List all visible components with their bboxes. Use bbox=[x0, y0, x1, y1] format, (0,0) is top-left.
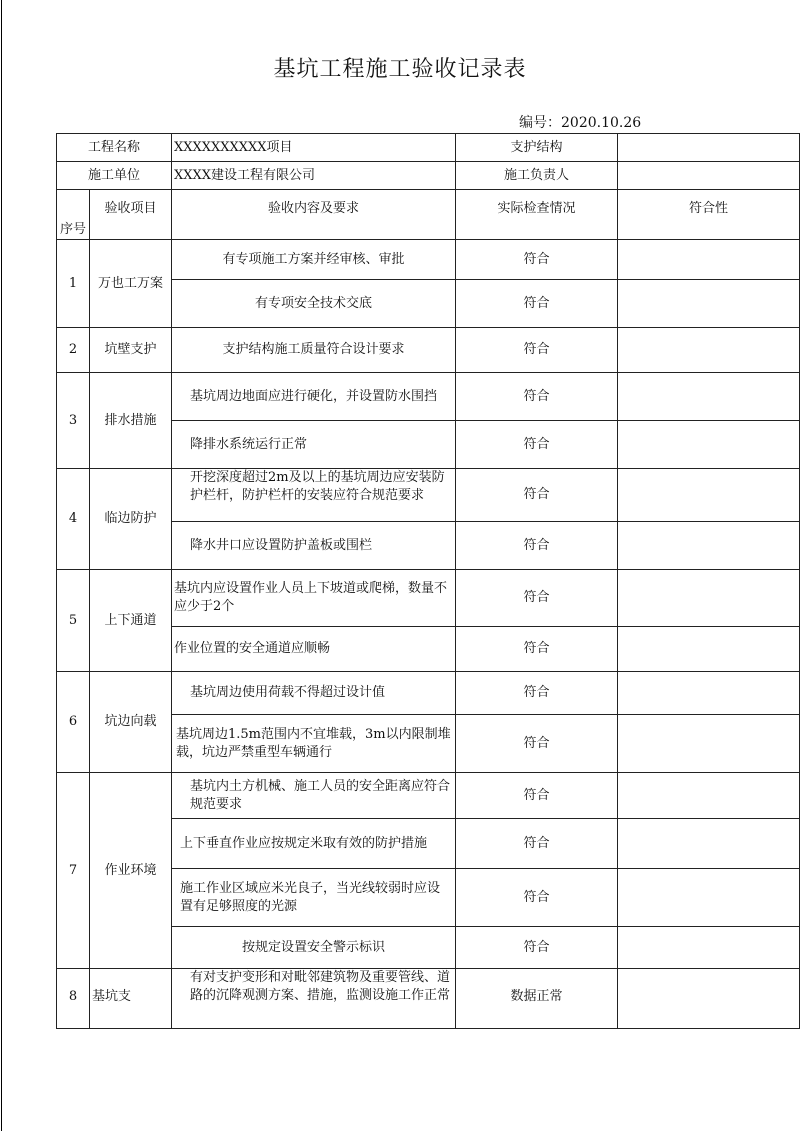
row-conformity bbox=[618, 969, 800, 1029]
row-actual: 符合 bbox=[456, 240, 618, 280]
header-actual: 实际检查情况 bbox=[456, 190, 618, 240]
row-conformity bbox=[618, 373, 800, 421]
row-seq: 1 bbox=[57, 240, 90, 328]
table-row bbox=[57, 672, 800, 715]
project-name-label: 工程名称 bbox=[57, 134, 172, 162]
row-actual: 符合 bbox=[456, 328, 618, 373]
table-row bbox=[57, 240, 800, 280]
row-actual: 符合 bbox=[456, 773, 618, 819]
row-conformity bbox=[618, 421, 800, 469]
document-number: 编号：2020.10.26 bbox=[519, 115, 642, 131]
table-row bbox=[57, 773, 800, 819]
header-content: 验收内容及要求 bbox=[172, 190, 456, 240]
row-seq: 3 bbox=[57, 373, 90, 469]
table-row bbox=[57, 570, 800, 627]
row-conformity bbox=[618, 522, 800, 570]
row-conformity bbox=[618, 280, 800, 328]
row-actual: 符合 bbox=[456, 927, 618, 969]
info-row-unit bbox=[57, 162, 800, 190]
row-item: 基坑支 bbox=[90, 969, 172, 1029]
row-content: 降水井口应设置防护盖板或围栏 bbox=[172, 522, 456, 570]
row-content bbox=[172, 469, 456, 522]
row-item: 上下通道 bbox=[90, 570, 172, 672]
row-item: 万也工万案 bbox=[90, 240, 172, 328]
project-name-value: XXXXXXXXXX项目 bbox=[172, 134, 456, 162]
row-seq: 2 bbox=[57, 328, 90, 373]
row-item: 排水措施 bbox=[90, 373, 172, 469]
row-content: 基坑周边使用荷载不得超过设计值 bbox=[172, 672, 456, 715]
row-seq: 8 bbox=[57, 969, 90, 1029]
row-actual: 符合 bbox=[456, 869, 618, 927]
row-conformity bbox=[618, 672, 800, 715]
table-row bbox=[57, 373, 800, 421]
row-conformity bbox=[618, 240, 800, 280]
info-row-project bbox=[57, 134, 800, 162]
page-title: 基坑工程施工验收记录表 bbox=[273, 57, 527, 82]
row-content: 支护结构施工质量符合设计要求 bbox=[172, 328, 456, 373]
header-seq: 序号 bbox=[57, 190, 90, 240]
row-conformity bbox=[618, 627, 800, 672]
row-item: 作业环境 bbox=[90, 773, 172, 969]
row-content: 作业位置的安全通道应顺畅 bbox=[172, 627, 456, 672]
row-conformity bbox=[618, 570, 800, 627]
row-seq: 6 bbox=[57, 672, 90, 773]
row-actual: 符合 bbox=[456, 570, 618, 627]
support-structure-label: 支护结构 bbox=[456, 134, 618, 162]
row-actual: 符合 bbox=[456, 819, 618, 869]
row-actual: 符合 bbox=[456, 421, 618, 469]
construction-unit-value: XXXX建设工程有限公司 bbox=[172, 162, 456, 190]
row-content: 基坑周边地面应进行硬化，并设置防水围挡 bbox=[172, 373, 456, 421]
row-content: 施工作业区域应米光良子，当光线较弱时应设置有足够照度的光源 bbox=[172, 869, 456, 927]
row-content-text: 开挖深度超过2m及以上的基坑周边应安装防护栏杆，防护栏杆的安装应符合规范要求 bbox=[190, 470, 445, 503]
acceptance-table bbox=[56, 133, 800, 1029]
row-conformity bbox=[618, 927, 800, 969]
row-actual: 符合 bbox=[456, 715, 618, 773]
row-conformity bbox=[618, 869, 800, 927]
row-seq: 7 bbox=[57, 773, 90, 969]
row-actual: 符合 bbox=[456, 280, 618, 328]
header-row bbox=[57, 190, 800, 240]
row-seq: 5 bbox=[57, 570, 90, 672]
header-item: 验收项目 bbox=[90, 190, 172, 240]
row-conformity bbox=[618, 328, 800, 373]
page-left-border bbox=[1, 0, 2, 1131]
row-conformity bbox=[618, 773, 800, 819]
row-content: 按规定设置安全警示标识 bbox=[172, 927, 456, 969]
row-conformity bbox=[618, 715, 800, 773]
row-content: 基坑周边1.5m范围内不宜堆载，3m以内限制堆载，坑边严禁重型车辆通行 bbox=[172, 715, 456, 773]
row-seq: 4 bbox=[57, 469, 90, 570]
row-content: 基坑内应设置作业人员上下坡道或爬梯，数量不应少于2个 bbox=[172, 570, 456, 627]
table-row bbox=[57, 969, 800, 1029]
table-row bbox=[57, 328, 800, 373]
row-conformity bbox=[618, 469, 800, 522]
support-structure-value bbox=[618, 134, 800, 162]
construction-leader-value bbox=[618, 162, 800, 190]
row-content: 有专项施工方案并经审核、审批 bbox=[172, 240, 456, 280]
row-content: 有专项安全技术交底 bbox=[172, 280, 456, 328]
row-actual: 符合 bbox=[456, 469, 618, 522]
row-actual: 符合 bbox=[456, 627, 618, 672]
row-content: 降排水系统运行正常 bbox=[172, 421, 456, 469]
row-actual: 符合 bbox=[456, 373, 618, 421]
row-item: 坑壁支护 bbox=[90, 328, 172, 373]
row-actual: 符合 bbox=[456, 522, 618, 570]
row-actual: 数据正常 bbox=[456, 969, 618, 1029]
row-actual: 符合 bbox=[456, 672, 618, 715]
row-item: 临边防护 bbox=[90, 469, 172, 570]
construction-unit-label: 施工单位 bbox=[57, 162, 172, 190]
row-conformity bbox=[618, 819, 800, 869]
row-content: 上下垂直作业应按规定米取有效的防护措施 bbox=[172, 819, 456, 869]
row-item: 坑边向载 bbox=[90, 672, 172, 773]
row-content: 基坑内土方机械、施工人员的安全距离应符合规范要求 bbox=[172, 773, 456, 819]
header-conformity: 符合性 bbox=[618, 190, 800, 240]
row-content: 有对支护变形和对毗邻建筑物及重要管线、道路的沉降观测方案、措施，监测设施工作正常 bbox=[172, 969, 456, 1029]
construction-leader-label: 施工负责人 bbox=[456, 162, 618, 190]
table-row bbox=[57, 469, 800, 522]
